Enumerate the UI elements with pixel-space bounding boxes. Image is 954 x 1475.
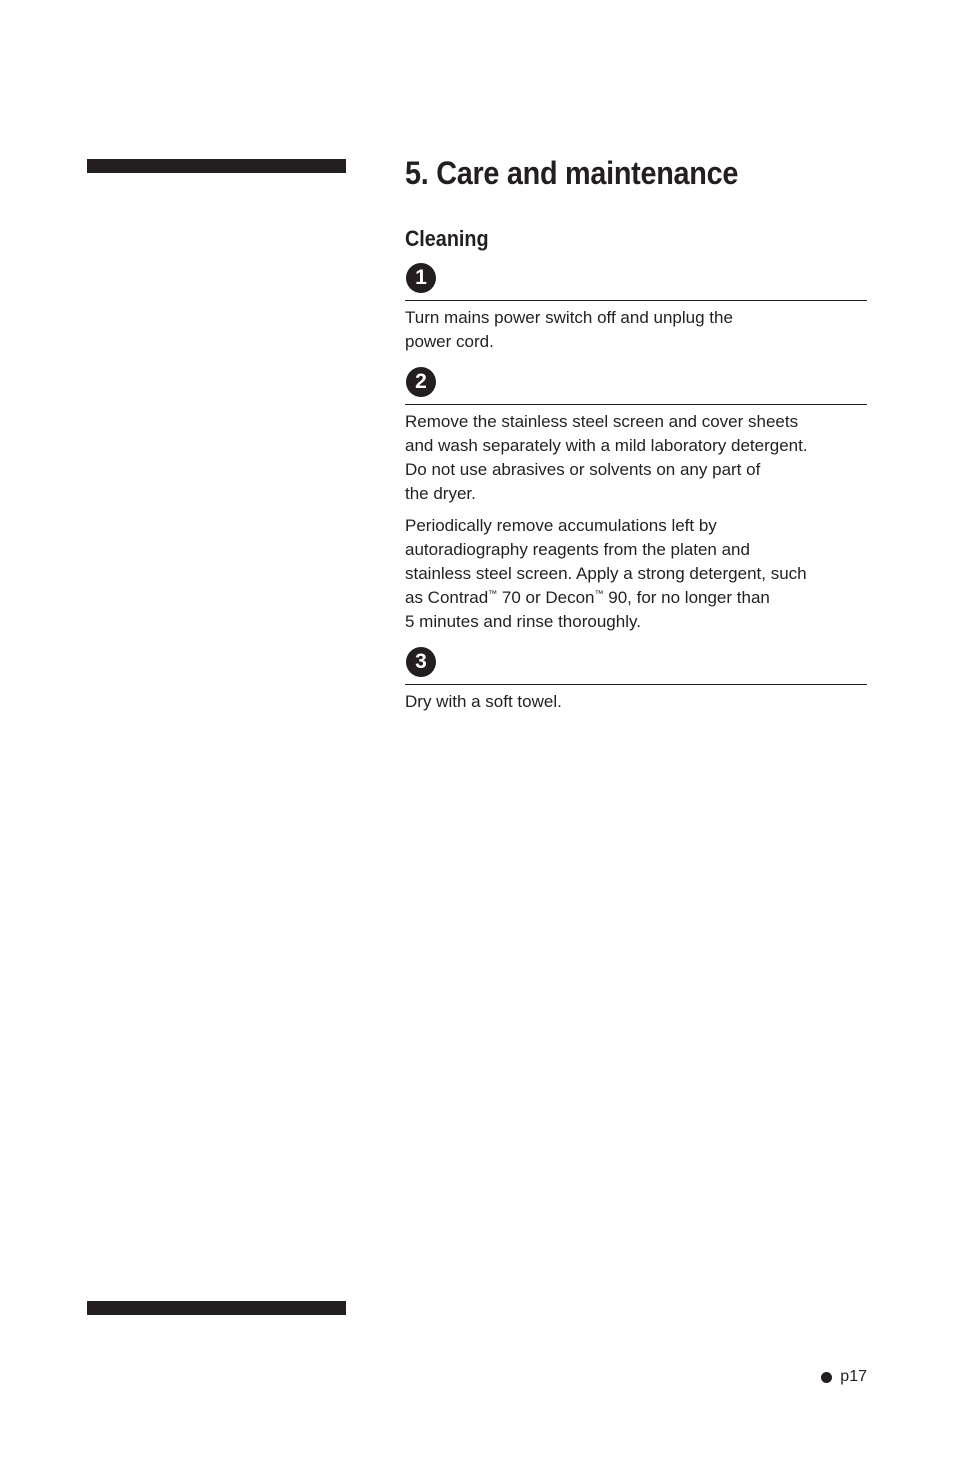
step-2-text-2-part-a: Periodically remove accumulations left by autoradiography reagents from the platen and stainless steel screen. Apply a strong detergent, such as Contrad: [405, 516, 807, 607]
step-1-number-icon: 1: [406, 263, 436, 293]
step-2-number-icon: 2: [406, 367, 436, 397]
step-2-header: [405, 370, 867, 405]
step-2-text: Remove the stainless steel screen and cover sheets and wash separately with a mild laboratory detergent. Do not use abrasives or solvents on any part of the dryer.: [405, 412, 808, 503]
trademark-symbol-1: ™: [488, 588, 498, 599]
step-3: [405, 650, 867, 714]
step-2-text-2-part-c: 90, for no longer than 5 minutes and rinse thoroughly.: [405, 588, 770, 631]
main-content: [405, 150, 867, 714]
step-1-text: Turn mains power switch off and unplug the power cord.: [405, 308, 733, 351]
page-number: p17: [840, 1368, 867, 1385]
page-title: 5. Care and maintenance: [405, 155, 739, 191]
page-footer: [821, 1366, 867, 1388]
bottom-rule-bar: [87, 1301, 346, 1315]
top-rule-bar: [87, 159, 346, 173]
step-3-text: Dry with a soft towel.: [405, 692, 562, 711]
step-1: [405, 266, 867, 354]
step-1-header: [405, 266, 867, 301]
step-3-header: [405, 650, 867, 685]
bullet-dot-icon: [821, 1372, 832, 1383]
step-3-number-icon: 3: [406, 647, 436, 677]
step-2-text-2: [405, 514, 867, 634]
trademark-symbol-2: ™: [594, 588, 604, 599]
section-title: Cleaning: [405, 226, 489, 251]
step-2: [405, 370, 867, 634]
step-2-text-2-part-b: 70 or Decon: [497, 588, 595, 607]
